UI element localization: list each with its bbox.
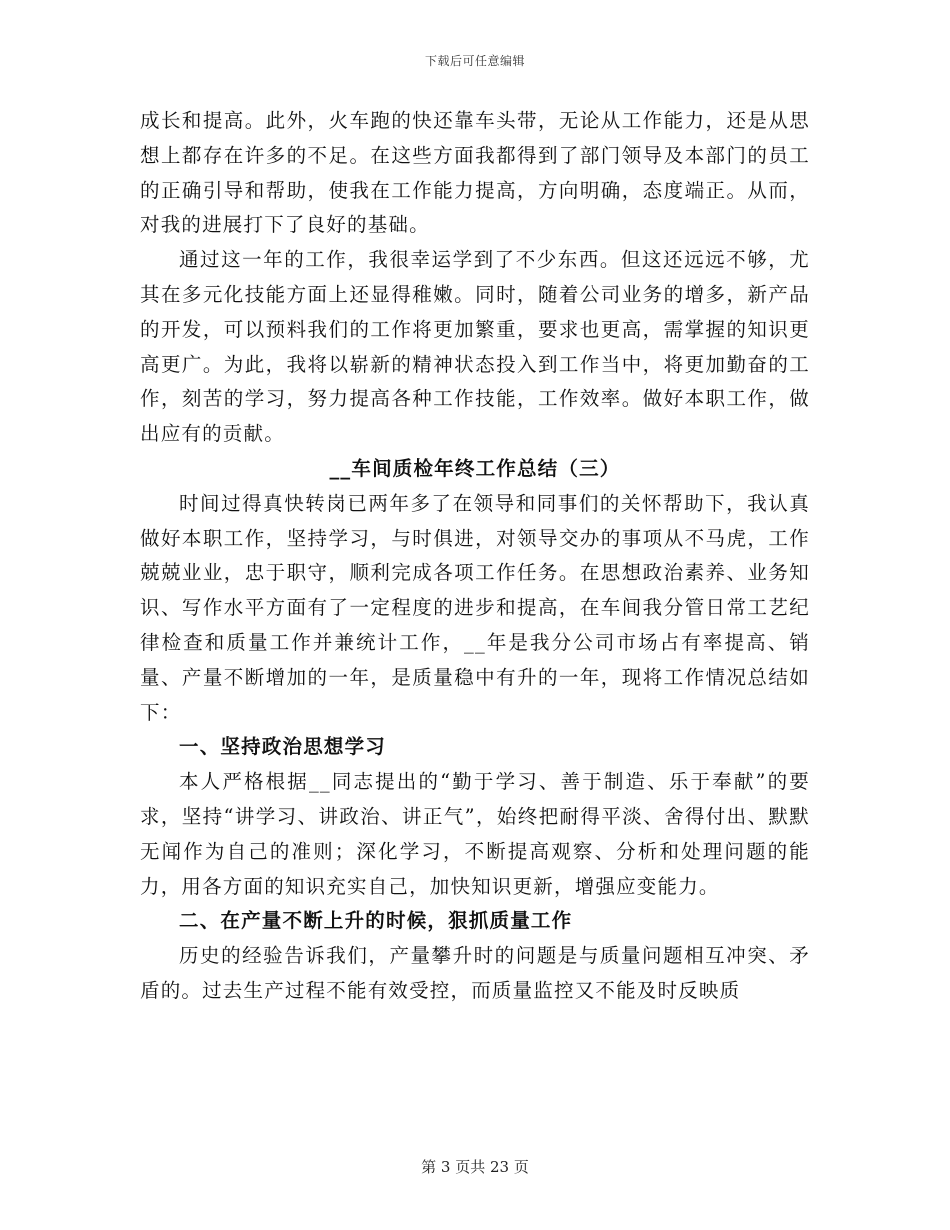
paragraph-learning: 通过这一年的工作，我很幸运学到了不少东西。但这还远远不够，尤其在多元化技能方面上还显得稚嫩。同时，随着公司业务的增多，新产品的开发，可以预料我们的工作将更加繁重，要求也更高，需掌握的知识更高更广。为此，我将以崭新的精神状态投入到工作当中，将更加勤奋的工作，刻苦的学习，努力提高各种工作技能，工作效率。做好本职工作，做出应有的贡献。 <box>140 248 810 446</box>
paragraph-quality-work: 历史的经验告诉我们，产量攀升时的问题是与质量问题相互冲突、矛盾的。过去生产过程不能有效受控，而质量监控又不能及时反映质 <box>140 944 810 1002</box>
paragraph-political-study: 本人严格根据__同志提出的“勤于学习、善于制造、乐于奉献”的要求，坚持“讲学习、讲政治、讲正气”，始终把耐得平淡、舍得付出、默默无闻作为自己的准则；深化学习，不断提高观察、分析和处理问题的能力，用各方面的知识充实自己，加快知识更新，增强应变能力。 <box>140 770 810 898</box>
paragraph-intro: 时间过得真快转岗已两年多了在领导和同事们的关怀帮助下，我认真做好本职工作，坚持学习，与时俱进，对领导交办的事项从不马虎，工作兢兢业业，忠于职守，顺利完成各项工作任务。在思想政治素养、业务知识、写作水平方面有了一定程度的进步和提高，在车间我分管日常工艺纪律检查和质量工作并兼统计工作，__年是我分公司市场占有率提高、销量、产量不断增加的一年，是质量稳中有升的一年，现将工作情况总结如下： <box>140 491 810 724</box>
page-header: 下载后可任意编辑 <box>424 54 525 68</box>
page-footer: 第 3 页共 23 页 <box>421 1158 529 1176</box>
subheading-political-study: 一、坚持政治思想学习 <box>179 735 387 759</box>
section-title: __车间质检年终工作总结（三） <box>329 456 621 480</box>
paragraph-continuation: 成长和提高。此外，火车跑的快还靠车头带，无论从工作能力，还是从思想上都存在许多的不足。在这些方面我都得到了部门领导及本部门的员工的正确引导和帮助，使我在工作能力提高，方向明确，态度端正。从而，对我的进展打下了良好的基础。 <box>140 109 810 237</box>
document-body <box>140 104 810 1009</box>
subheading-quality-work: 二、在产量不断上升的时候，狠抓质量工作 <box>179 909 573 933</box>
